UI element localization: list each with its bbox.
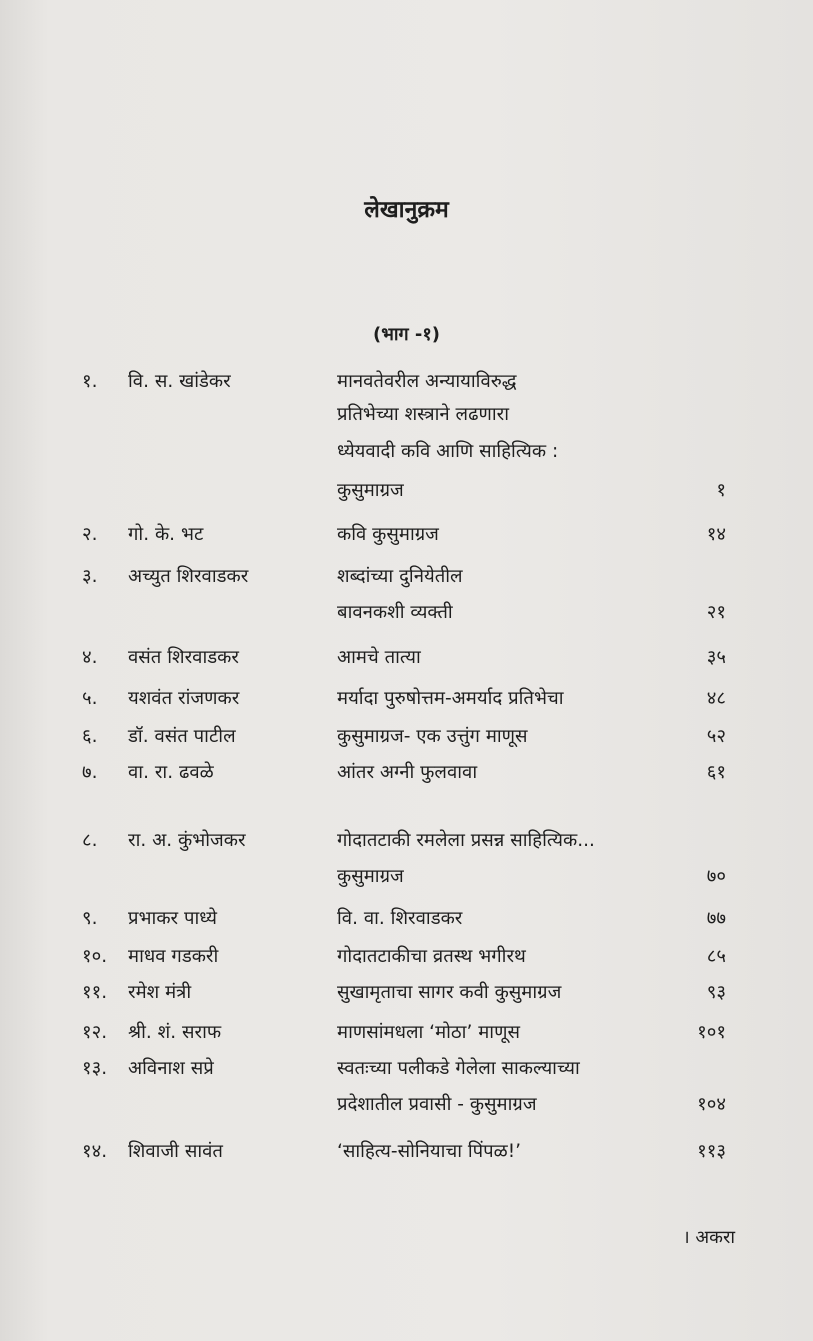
entry-title-line: वि. वा. शिरवाडकर (337, 908, 463, 929)
page-footer: । अकरा (682, 1227, 735, 1248)
entry-number: ९. (82, 908, 98, 929)
toc-row (0, 942, 813, 972)
toc-row (0, 562, 813, 592)
entry-page-number: ३५ (706, 647, 726, 668)
entry-author: वा. रा. ढवळे (128, 762, 214, 783)
entry-page-number: ४८ (706, 688, 726, 709)
entry-author: वि. स. खांडेकर (128, 371, 231, 392)
entry-number: १. (82, 371, 98, 392)
toc-row (0, 684, 813, 714)
entry-number: १२. (82, 1022, 108, 1043)
entry-author: प्रभाकर पाध्ये (128, 908, 217, 929)
entry-title-line: स्वतःच्या पलीकडे गेलेला साकल्याच्या (337, 1058, 580, 1079)
entry-page-number: ६१ (706, 762, 726, 783)
entry-title-line: कुसुमाग्रज (337, 866, 404, 887)
entry-author: रमेश मंत्री (128, 982, 192, 1003)
entry-page-number: ७० (706, 866, 726, 887)
entry-page-number: ११३ (697, 1141, 726, 1162)
entry-title-line: बावनकशी व्यक्ती (337, 602, 453, 623)
toc-row (0, 826, 813, 856)
toc-row (0, 904, 813, 934)
entry-author: अच्युत शिरवाडकर (128, 566, 249, 587)
toc-row (0, 862, 813, 892)
entry-number: १३. (82, 1058, 108, 1079)
entry-page-number: ५२ (706, 726, 726, 747)
entry-title-line: प्रदेशातील प्रवासी - कुसुमाग्रज (337, 1094, 537, 1115)
entry-title-line: कुसुमाग्रज (337, 480, 404, 501)
entry-author: श्री. शं. सराफ (128, 1022, 222, 1043)
entry-number: ४. (82, 647, 98, 668)
entry-title-line: सुखामृताचा सागर कवी कुसुमाग्रज (337, 982, 562, 1003)
entry-page-number: २१ (706, 602, 726, 623)
entry-number: १४. (82, 1141, 108, 1162)
entry-author: यशवंत रांजणकर (128, 688, 240, 709)
toc-row (0, 437, 813, 467)
entry-page-number: ९३ (706, 982, 726, 1003)
toc-row (0, 1090, 813, 1120)
entry-number: ७. (82, 762, 98, 783)
entry-page-number: ७७ (706, 908, 726, 929)
entry-number: २. (82, 524, 98, 545)
entry-title-line: आमचे तात्या (337, 647, 421, 668)
entry-title-line: ध्येयवादी कवि आणि साहित्यिक : (337, 441, 559, 462)
entry-title-line: ‘साहित्य-सोनियाचा पिंपळ!’ (337, 1141, 522, 1162)
entry-author: वसंत शिरवाडकर (128, 647, 239, 668)
entry-title-line: गोदातटाकीचा व्रतस्थ भगीरथ (337, 946, 526, 967)
entry-number: ८. (82, 830, 98, 851)
entry-title-line: शब्दांच्या दुनियेतील (337, 566, 463, 587)
entry-author: डॉ. वसंत पाटील (128, 726, 236, 747)
toc-row (0, 978, 813, 1008)
entry-number: ६. (82, 726, 98, 747)
entry-number: ५. (82, 688, 98, 709)
entry-author: शिवाजी सावंत (128, 1141, 223, 1162)
entry-author: माधव गडकरी (128, 946, 219, 967)
toc-row (0, 476, 813, 506)
entry-title-line: कुसुमाग्रज- एक उत्तुंग माणूस (337, 726, 528, 747)
entry-title-line: आंतर अग्नी फुलवावा (337, 762, 478, 783)
entry-title-line: गोदातटाकी रमलेला प्रसन्न साहित्यिक... (337, 830, 595, 851)
entry-page-number: १०४ (697, 1094, 726, 1115)
toc-row (0, 758, 813, 788)
entry-page-number: १ (716, 480, 726, 501)
toc-row (0, 643, 813, 673)
entry-page-number: ८५ (706, 946, 726, 967)
entry-number: १०. (82, 946, 108, 967)
entry-title-line: माणसांमधला ‘मोठा’ माणूस (337, 1022, 520, 1043)
toc-row (0, 722, 813, 752)
entry-title-line: कवि कुसुमाग्रज (337, 524, 439, 545)
entry-title-line: मर्यादा पुरुषोत्तम-अमर्याद प्रतिभेचा (337, 688, 564, 709)
entry-number: ११. (82, 982, 108, 1003)
entry-author: गो. के. भट (128, 524, 204, 545)
entry-title-line: प्रतिभेच्या शस्त्राने लढणारा (337, 404, 510, 425)
toc-row (0, 400, 813, 430)
entry-page-number: १४ (706, 524, 726, 545)
entry-title-line: मानवतेवरील अन्यायाविरुद्ध (337, 371, 517, 392)
toc-row (0, 598, 813, 628)
entry-author: अविनाश सप्रे (128, 1058, 214, 1079)
entry-page-number: १०१ (697, 1022, 726, 1043)
toc-row (0, 1054, 813, 1084)
page-title: लेखानुक्रम (364, 197, 449, 223)
toc-row (0, 1137, 813, 1167)
toc-row (0, 367, 813, 397)
toc-row (0, 520, 813, 550)
part-label: (भाग -१) (372, 324, 440, 345)
entry-number: ३. (82, 566, 98, 587)
entry-author: रा. अ. कुंभोजकर (128, 830, 246, 851)
toc-row (0, 1018, 813, 1048)
